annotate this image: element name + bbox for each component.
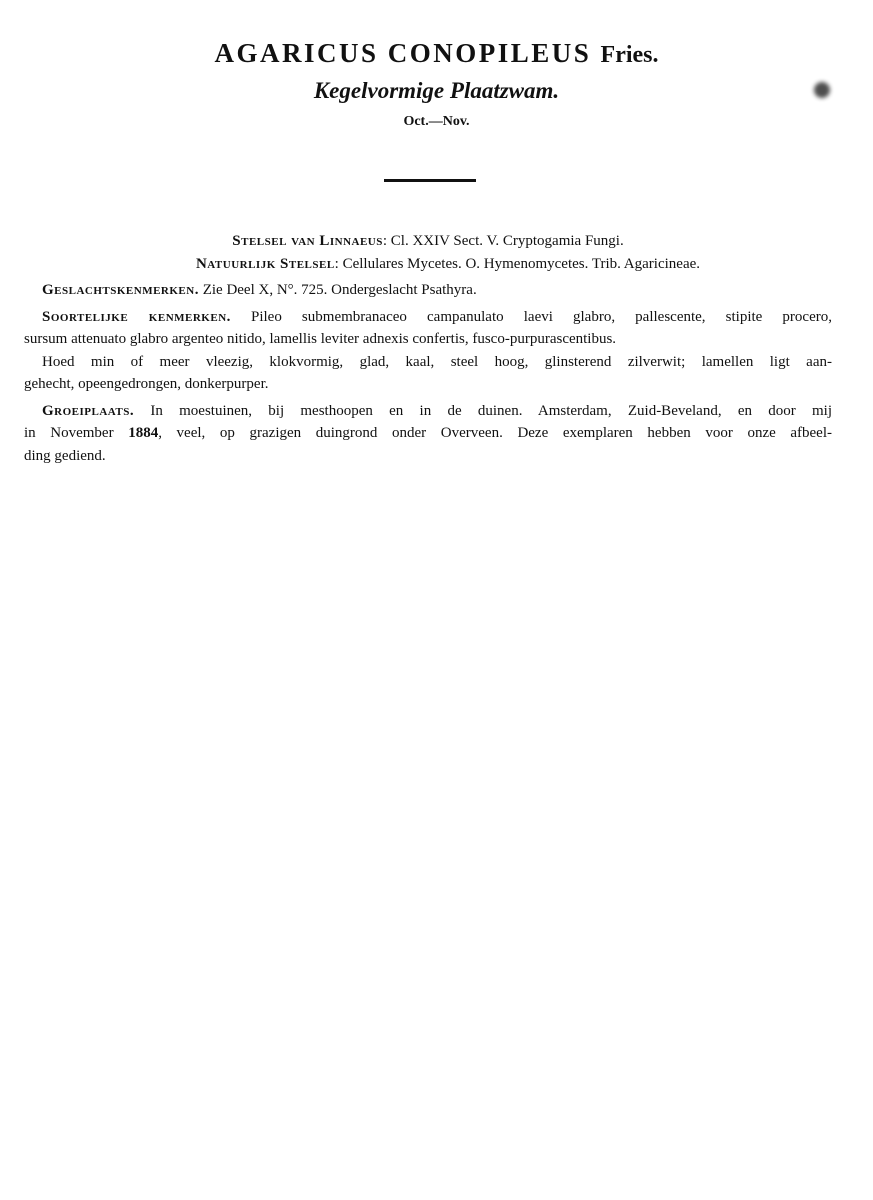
species-title xyxy=(0,38,873,69)
soortelijke-kenmerken-line-2: sursum attenuato glabro argenteo nitido, lamellis leviter adnexis confertis, fusco-purpurascentibus. xyxy=(24,331,617,347)
geslachtskenmerken-line xyxy=(24,279,832,302)
description-body xyxy=(24,230,832,467)
groeiplaats-text-2-pre: in November xyxy=(24,425,129,441)
groeiplaats-line-1 xyxy=(24,400,832,423)
groeiplaats-text-1: In moestuinen, bij mesthoopen en in de duinen. Amsterdam, Zuid-Beveland, en door mij xyxy=(134,402,832,419)
geslachtskenmerken-label: Geslachtskenmerken. xyxy=(42,282,199,298)
stelsel-linnaeus-text: : Cl. XXIV Sect. V. Cryptogamia Fungi. xyxy=(382,233,624,249)
season: Oct.—Nov. xyxy=(403,114,470,129)
soortelijke-kenmerken-text-1: Pileo submembranaceo campanulato laevi glabro, pallescente, stipite procero, xyxy=(230,308,832,325)
hoed-line-2: gehecht, opeengedrongen, donkerpurper. xyxy=(24,376,269,392)
soortelijke-kenmerken-label: Soortelijke kenmerken. xyxy=(42,308,231,325)
species-author: Fries. xyxy=(600,42,659,68)
natuurlijk-stelsel-line xyxy=(24,253,832,276)
natuurlijk-stelsel-text: : Cellulares Mycetes. O. Hymenomycetes. Trib. Agaricineae. xyxy=(334,255,701,272)
geslachtskenmerken-text: Zie Deel X, N°. 725. Ondergeslacht Psathyra. xyxy=(198,282,477,298)
natuurlijk-stelsel-label: Natuurlijk Stelsel xyxy=(195,255,335,272)
groeiplaats-label: Groeiplaats. xyxy=(42,402,135,419)
ink-smudge xyxy=(814,82,830,98)
divider-rule xyxy=(384,179,476,182)
groeiplaats-year: 1884 xyxy=(128,425,159,441)
species-name: AGARICUS CONOPILEUS xyxy=(214,38,592,68)
soortelijke-kenmerken-line-1 xyxy=(24,306,832,329)
groeiplaats-line-2 xyxy=(24,422,832,445)
dutch-name: Kegelvormige Plaatzwam. xyxy=(313,78,560,103)
stelsel-linnaeus-label: Stelsel van Linnaeus xyxy=(232,233,383,249)
groeiplaats-text-2-post: , veel, op grazigen duingrond onder Overveen. Deze exemplaren hebben voor onze afbeel- xyxy=(158,425,832,441)
groeiplaats-line-3: ding gediend. xyxy=(24,447,106,464)
stelsel-linnaeus-line xyxy=(24,230,832,253)
hoed-line-1: Hoed min of meer vleezig, klokvormig, glad, kaal, steel hoog, glinsterend zilverwit; lamellen ligt aan- xyxy=(42,353,832,370)
